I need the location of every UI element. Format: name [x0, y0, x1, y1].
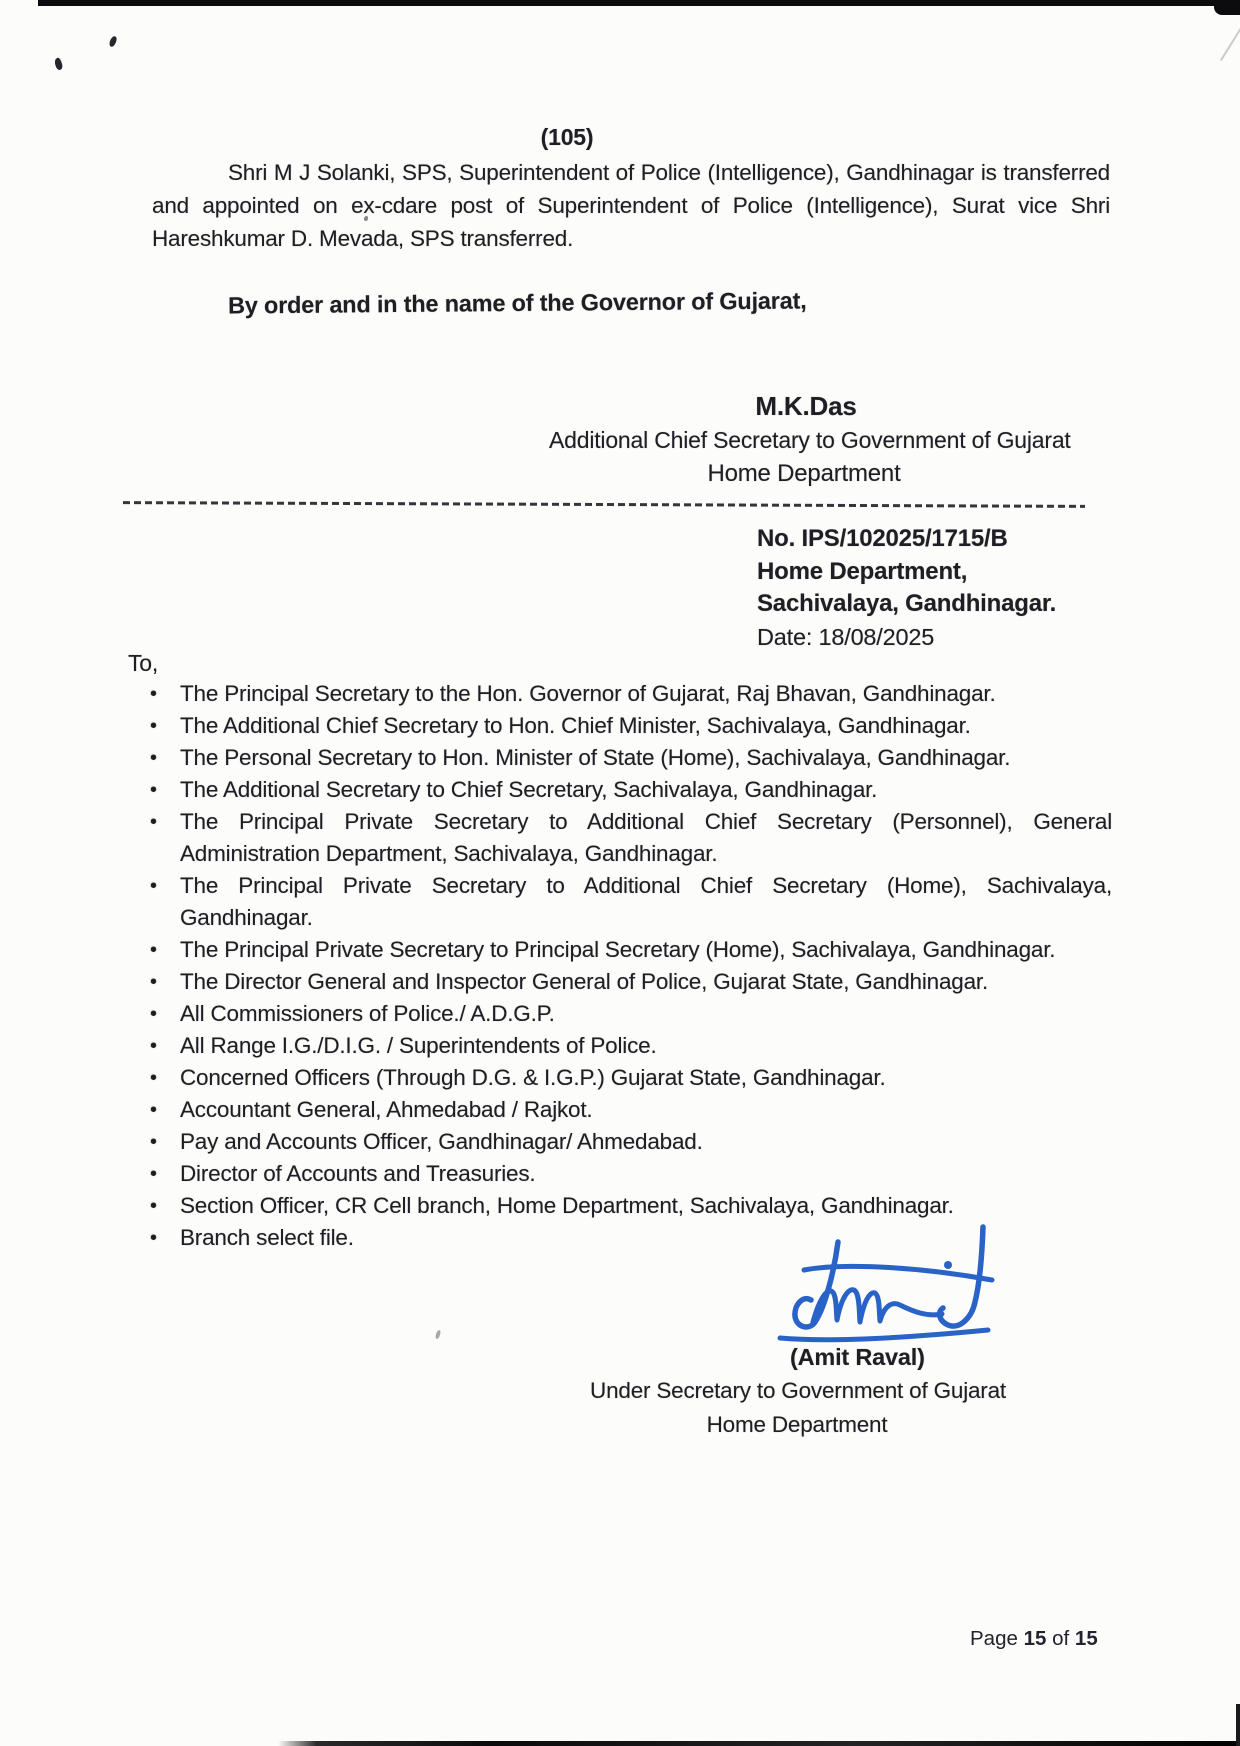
- reference-block: [757, 523, 1056, 653]
- bullet-icon: •: [150, 1067, 157, 1089]
- recipient-item: [150, 742, 1112, 774]
- footer-of-word: of: [1052, 1627, 1070, 1650]
- bullet-icon: •: [150, 715, 157, 737]
- reference-department: Home Department,: [757, 557, 968, 585]
- bullet-icon: •: [150, 811, 157, 833]
- recipient-item: [150, 998, 1112, 1030]
- recipient-item: [150, 966, 1112, 998]
- scan-scratch-mark: [1220, 21, 1240, 61]
- order-paragraph: Shri M J Solanki, SPS, Superintendent of Police (Intelligence), Gandhinagar is transferred and appointed on ex-cdare post of Superintendent of Police (Intelligence), Surat vice Shri Hareshkumar D. Mevada, SPS transferred.: [152, 160, 1110, 251]
- reference-date: Date: 18/08/2025: [757, 623, 935, 650]
- reference-place: Sachivalaya, Gandhinagar.: [757, 590, 1057, 617]
- recipient-item: [150, 806, 1112, 870]
- recipient-text: Section Officer, CR Cell branch, Home Department, Sachivalaya, Gandhinagar.: [180, 1193, 954, 1218]
- page-footer: [970, 1627, 1098, 1651]
- recipient-text: The Principal Private Secretary to Principal Secretary (Home), Sachivalaya, Gandhinagar.: [180, 937, 1056, 962]
- footer-page-current: 15: [1023, 1627, 1047, 1650]
- recipient-item: [150, 934, 1112, 966]
- recipient-item: [150, 1190, 1112, 1222]
- signatory-name: (Amit Raval): [790, 1344, 925, 1370]
- recipient-text: The Additional Chief Secretary to Hon. Chief Minister, Sachivalaya, Gandhinagar.: [180, 713, 971, 738]
- recipient-item: [150, 1094, 1112, 1126]
- bullet-icon: •: [150, 1227, 157, 1249]
- recipients-list: [150, 678, 1112, 1254]
- recipient-item: [150, 710, 1112, 742]
- scan-top-right-corner-mark: [1214, 0, 1240, 15]
- recipient-text: All Range I.G./D.I.G. / Superintendents of Police.: [180, 1033, 657, 1058]
- bullet-icon: •: [150, 1003, 157, 1025]
- recipient-text: Concerned Officers (Through D.G. & I.G.P.) Gujarat State, Gandhinagar.: [180, 1065, 886, 1090]
- recipient-text: The Additional Secretary to Chief Secretary, Sachivalaya, Gandhinagar.: [180, 777, 878, 802]
- footer-page-word: Page: [970, 1627, 1018, 1650]
- recipient-text: Branch select file.: [180, 1225, 354, 1250]
- recipient-item: [150, 1158, 1112, 1190]
- ink-speck: [53, 57, 64, 71]
- recipient-text: The Director General and Inspector General of Police, Gujarat State, Gandhinagar.: [180, 969, 989, 994]
- bullet-icon: •: [150, 1195, 157, 1217]
- scan-right-edge-mark: [1236, 1704, 1240, 1746]
- ink-speck: [108, 35, 117, 47]
- authority-title: Additional Chief Secretary to Government of Gujarat: [549, 427, 1071, 453]
- recipient-item: [150, 1030, 1112, 1062]
- bullet-icon: •: [150, 1099, 157, 1121]
- ink-speck: [435, 1330, 441, 1340]
- signatory-department: Home Department: [706, 1412, 888, 1437]
- dashed-separator: [123, 501, 1085, 508]
- recipient-text: The Personal Secretary to Hon. Minister of State (Home), Sachivalaya, Gandhinagar.: [180, 745, 1011, 770]
- by-order-line: By order and in the name of the Governor of Gujarat,: [227, 287, 807, 319]
- authority-department: Home Department: [707, 460, 901, 487]
- recipient-item: [150, 774, 1112, 806]
- recipient-text: The Principal Private Secretary to Additional Chief Secretary (Personnel), General Administration Department, Sachivalaya, Gandhinagar.: [180, 809, 1112, 866]
- bullet-icon: •: [150, 683, 157, 705]
- bullet-icon: •: [150, 971, 157, 993]
- authority-name: M.K.Das: [755, 391, 857, 421]
- footer-page-total: 15: [1074, 1627, 1098, 1650]
- bullet-icon: •: [150, 747, 157, 769]
- bullet-icon: •: [150, 1131, 157, 1153]
- signatory-title: Under Secretary to Government of Gujarat: [590, 1378, 1006, 1403]
- scan-top-edge-bar: [38, 0, 1240, 6]
- bullet-icon: •: [150, 1035, 157, 1057]
- bullet-icon: •: [150, 875, 157, 897]
- recipient-text: Pay and Accounts Officer, Gandhinagar/ Ahmedabad.: [180, 1129, 703, 1154]
- signature-amit-ink: [776, 1220, 1006, 1345]
- bullet-icon: •: [150, 939, 157, 961]
- recipient-item: [150, 1062, 1112, 1094]
- recipient-text: All Commissioners of Police./ A.D.G.P.: [180, 1001, 555, 1026]
- recipient-item: [150, 1126, 1112, 1158]
- recipient-text: Accountant General, Ahmedabad / Rajkot.: [180, 1097, 593, 1122]
- bullet-icon: •: [150, 779, 157, 801]
- reference-number: No. IPS/102025/1715/B: [757, 525, 1008, 552]
- recipient-text: The Principal Secretary to the Hon. Governor of Gujarat, Raj Bhavan, Gandhinagar.: [180, 681, 996, 706]
- recipient-text: Director of Accounts and Treasuries.: [180, 1161, 536, 1186]
- recipient-item: [150, 678, 1112, 710]
- page-number-heading: (105): [540, 124, 594, 150]
- bullet-icon: •: [150, 1163, 157, 1185]
- recipient-text: The Principal Private Secretary to Additional Chief Secretary (Home), Sachivalaya, Gandhinagar.: [180, 873, 1112, 930]
- to-label: To,: [128, 650, 159, 676]
- recipient-item: [150, 870, 1112, 934]
- scan-bottom-edge-bar: [278, 1741, 1240, 1746]
